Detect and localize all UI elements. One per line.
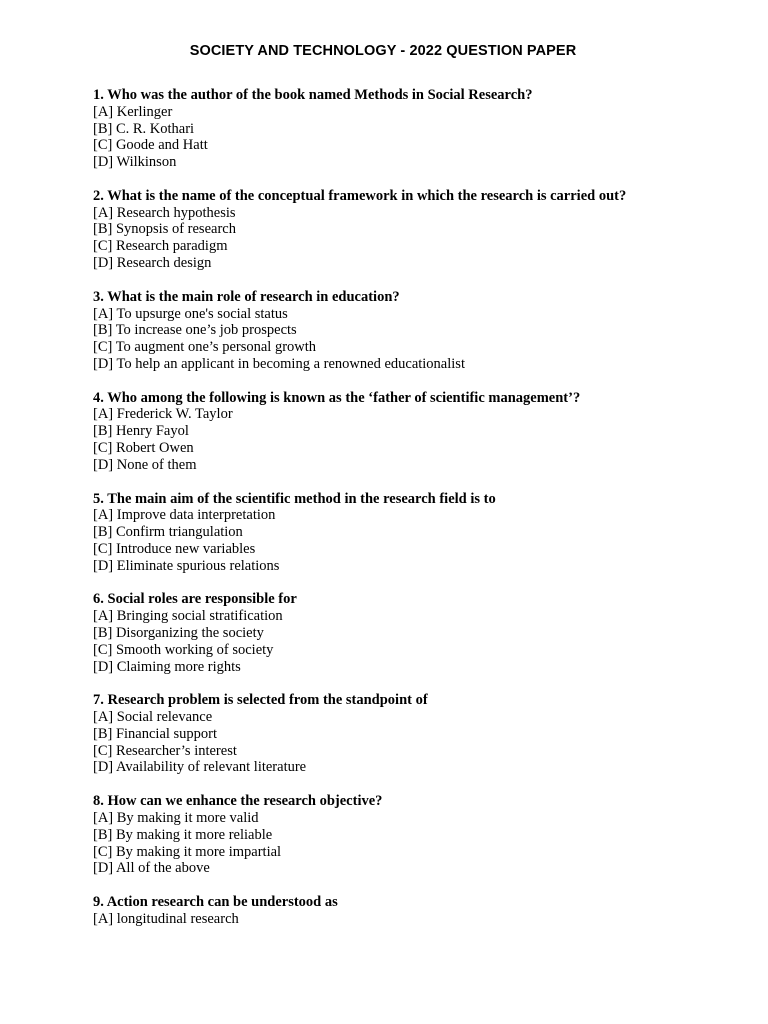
answer-option: [C] Research paradigm	[93, 238, 228, 255]
answer-option: [B] Henry Fayol	[93, 423, 189, 440]
question-text: 9. Action research can be understood as	[93, 894, 338, 910]
answer-option: [A] By making it more valid	[93, 809, 259, 826]
question-block	[93, 894, 753, 928]
answer-option: [C] Researcher’s interest	[93, 742, 237, 759]
question-block	[93, 692, 753, 776]
question-block	[93, 793, 753, 877]
answer-option: [C] To augment one’s personal growth	[93, 339, 317, 356]
answer-option: [B] Disorganizing the society	[93, 624, 264, 641]
question-text: 5. The main aim of the scientific method in the research field is to	[93, 490, 496, 507]
answer-option: [A] To upsurge one's social status	[93, 305, 288, 322]
answer-option: [A] Frederick W. Taylor	[93, 406, 233, 423]
answer-option: [A] Bringing social stratification	[93, 608, 283, 625]
question-block	[93, 289, 753, 373]
question-text: 4. Who among the following is known as the ‘father of scientific management’?	[93, 389, 581, 406]
question-list	[93, 87, 753, 944]
answer-option: [A] Kerlinger	[93, 103, 173, 120]
answer-option: [B] C. R. Kothari	[93, 120, 195, 137]
question-block	[93, 491, 753, 575]
question-text: 8. How can we enhance the research objective?	[93, 793, 383, 810]
page-title: SOCIETY AND TECHNOLOGY - 2022 QUESTION PAPER	[189, 43, 577, 59]
question-text: 2. What is the name of the conceptual framework in which the research is carried out?	[93, 187, 627, 204]
answer-option: [C] By making it more impartial	[93, 843, 282, 860]
answer-option: [D] Availability of relevant literature	[93, 759, 307, 776]
answer-option: [B] Financial support	[93, 725, 218, 742]
answer-option: [D] Eliminate spurious relations	[93, 557, 280, 574]
answer-option: [B] By making it more reliable	[93, 826, 273, 843]
answer-option: [A] Research hypothesis	[93, 204, 236, 221]
answer-option: [C] Robert Owen	[93, 440, 194, 457]
question-block	[93, 390, 753, 474]
question-text: 1. Who was the author of the book named Methods in Social Research?	[93, 87, 533, 103]
question-block	[93, 188, 753, 272]
question-text: 3. What is the main role of research in education?	[93, 288, 400, 305]
answer-option: [A] Improve data interpretation	[93, 507, 276, 524]
answer-option: [A] longitudinal research	[93, 910, 239, 927]
answer-option: [D] Wilkinson	[93, 154, 177, 171]
answer-option: [D] Research design	[93, 255, 212, 272]
answer-option: [D] All of the above	[93, 860, 210, 877]
question-block	[93, 591, 753, 675]
question-text: 6. Social roles are responsible for	[93, 591, 297, 608]
answer-option: [C] Introduce new variables	[93, 540, 256, 557]
answer-option: [D] None of them	[93, 456, 197, 473]
answer-option: [B] Synopsis of research	[93, 221, 236, 238]
answer-option: [B] Confirm triangulation	[93, 524, 243, 541]
answer-option: [D] Claiming more rights	[93, 658, 241, 675]
answer-option: [C] Goode and Hatt	[93, 137, 208, 154]
answer-option: [A] Social relevance	[93, 709, 213, 726]
question-block	[93, 87, 753, 171]
question-text: 7. Research problem is selected from the standpoint of	[93, 692, 428, 709]
answer-option: [C] Smooth working of society	[93, 641, 274, 658]
answer-option: [D] To help an applicant in becoming a renowned educationalist	[93, 355, 465, 372]
answer-option: [B] To increase one’s job prospects	[93, 322, 297, 339]
